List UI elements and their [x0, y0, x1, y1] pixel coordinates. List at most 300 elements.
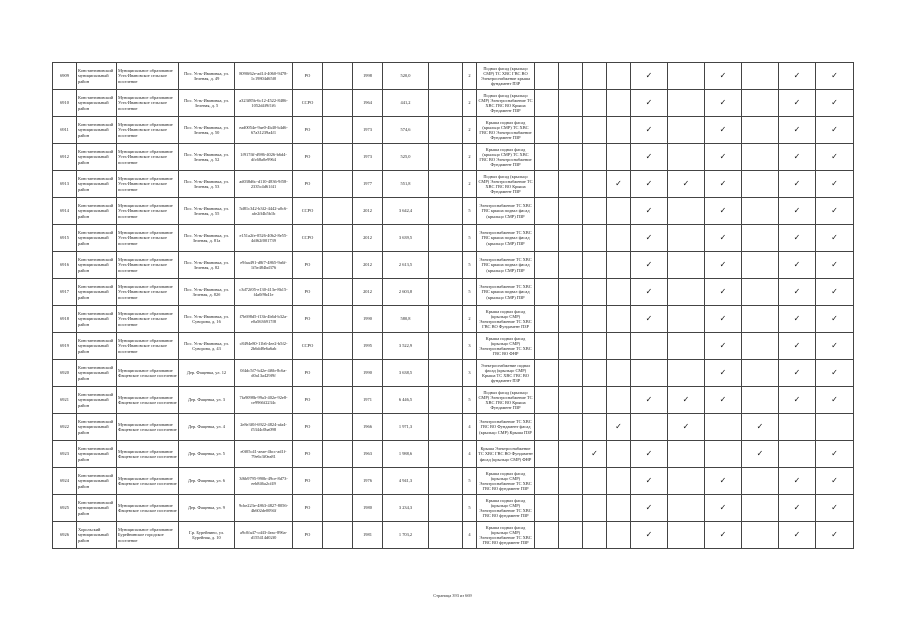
- check-mark-cell: [816, 279, 854, 306]
- check-icon: ✓: [645, 476, 653, 485]
- check-icon: ✓: [831, 98, 838, 107]
- empty-cell: [668, 63, 705, 90]
- fias-code: c3d72f05-e130-413e-8b15-f4a0f9b41e: [235, 279, 293, 306]
- municipality-name: Муниципальное образование Усть-Ивановское сельское поселение: [117, 252, 179, 279]
- empty-cell: [559, 414, 583, 441]
- check-icon: ✓: [831, 206, 838, 215]
- empty-cell: [742, 387, 779, 414]
- check-mark-cell: [705, 522, 742, 549]
- district-name: Константиновский муниципальный район: [77, 441, 117, 468]
- management-type: РО: [293, 468, 323, 495]
- empty-cell: [668, 252, 705, 279]
- check-icon: ✓: [719, 503, 727, 512]
- district-name: Константиновский муниципальный район: [77, 90, 117, 117]
- empty-cell: [323, 333, 353, 360]
- check-icon: ✓: [831, 260, 838, 269]
- check-icon: ✓: [645, 449, 653, 458]
- year-built: 1971: [353, 387, 383, 414]
- management-type: РО: [293, 171, 323, 198]
- total-area: 3 522,9: [383, 333, 429, 360]
- total-area: 1 971,3: [383, 414, 429, 441]
- district-name: Константиновский муниципальный район: [77, 414, 117, 441]
- table-row: [53, 441, 854, 468]
- year-built: 2012: [353, 279, 383, 306]
- check-mark-cell: [668, 414, 705, 441]
- empty-cell: [559, 117, 583, 144]
- total-area: 6 446,5: [383, 387, 429, 414]
- check-mark-cell: [779, 306, 816, 333]
- municipality-name: Муниципальное образование Фащевское сельское поселение: [117, 495, 179, 522]
- work-types: Подвал фасад (крыльцо СМР) Электроснабжение ТС ХВС ГВС ВО Крыша Фундамент ПЗР: [477, 387, 535, 414]
- building-address: Пос. Усть-Ивановка, ул. Зеленая, д. 50: [179, 117, 235, 144]
- empty-cell: [607, 360, 631, 387]
- year-built: 1973: [353, 144, 383, 171]
- check-mark-cell: [631, 252, 668, 279]
- check-mark-cell: [583, 441, 607, 468]
- management-type: РО: [293, 117, 323, 144]
- empty-cell: [323, 387, 353, 414]
- check-icon: ✓: [719, 368, 727, 377]
- table-row: [53, 225, 854, 252]
- check-icon: ✓: [719, 179, 727, 188]
- empty-cell: [607, 495, 631, 522]
- check-mark-cell: [631, 63, 668, 90]
- empty-cell: [323, 468, 353, 495]
- check-mark-cell: [816, 306, 854, 333]
- work-types: Электроснабжение подвал фасад (крыльцо СМР) Крыша ТС ХВС ГВС ВО фундамент ПЗР: [477, 360, 535, 387]
- check-mark-cell: [816, 333, 854, 360]
- empty-cell: [429, 306, 463, 333]
- check-icon: ✓: [719, 152, 727, 161]
- check-mark-cell: [631, 441, 668, 468]
- empty-cell: [668, 306, 705, 333]
- check-mark-cell: [816, 198, 854, 225]
- management-type: РО: [293, 360, 323, 387]
- empty-cell: [429, 171, 463, 198]
- check-icon: ✓: [831, 395, 838, 404]
- check-mark-cell: [816, 468, 854, 495]
- empty-cell: [705, 441, 742, 468]
- check-mark-cell: [779, 144, 816, 171]
- empty-cell: [583, 360, 607, 387]
- check-mark-cell: [705, 117, 742, 144]
- municipality-name: Муниципальное образование Усть-Ивановское сельское поселение: [117, 306, 179, 333]
- building-address: Дер. Фащевка, ул. 4: [179, 414, 235, 441]
- fias-code: 5d81c342-b3f2-4442-a0c6-afe2ff4b5b1b: [235, 198, 293, 225]
- floor-count: 2: [463, 90, 477, 117]
- empty-cell: [535, 171, 559, 198]
- check-mark-cell: [705, 468, 742, 495]
- table-row: [53, 63, 854, 90]
- empty-cell: [705, 414, 742, 441]
- management-type: РО: [293, 306, 323, 333]
- year-built: 1966: [353, 414, 383, 441]
- municipality-name: Муниципальное образование Усть-Ивановское сельское поселение: [117, 198, 179, 225]
- fias-code: 1f917fff-d986-4026-b6d4-dfc68a0e9964: [235, 144, 293, 171]
- table-row: [53, 279, 854, 306]
- fias-code: 9cbe223e-4863-4827-8056-4b602de0094f: [235, 495, 293, 522]
- check-icon: ✓: [645, 206, 653, 215]
- empty-cell: [535, 495, 559, 522]
- empty-cell: [429, 468, 463, 495]
- empty-cell: [559, 306, 583, 333]
- empty-cell: [607, 333, 631, 360]
- empty-cell: [429, 333, 463, 360]
- empty-cell: [607, 252, 631, 279]
- empty-cell: [583, 117, 607, 144]
- empty-cell: [607, 306, 631, 333]
- building-address: Пос. Усть-Ивановка, ул. Зеленая, д. 53: [179, 171, 235, 198]
- table-row: [53, 252, 854, 279]
- check-icon: ✓: [719, 395, 727, 404]
- empty-cell: [668, 441, 705, 468]
- check-icon: ✓: [831, 476, 838, 485]
- row-number: 6916: [53, 252, 77, 279]
- check-icon: ✓: [831, 179, 838, 188]
- work-types: Электроснабжение ТС ХВС ГВС крыша подвал фасад (крыльцо СМР) ПЗР: [477, 198, 535, 225]
- year-built: 2012: [353, 198, 383, 225]
- empty-cell: [429, 252, 463, 279]
- check-mark-cell: [705, 279, 742, 306]
- check-icon: ✓: [793, 179, 801, 188]
- empty-cell: [323, 441, 353, 468]
- check-icon: ✓: [793, 530, 801, 539]
- check-mark-cell: [668, 387, 705, 414]
- check-icon: ✓: [793, 476, 801, 485]
- municipality-name: Муниципальное образование Бурейнинское городское поселение: [117, 522, 179, 549]
- building-address: Пос. Усть-Ивановка, ул. Суворова, д. 16: [179, 306, 235, 333]
- empty-cell: [323, 522, 353, 549]
- building-address: Пос. Усть-Ивановка, ул. Зеленая, д. 82: [179, 252, 235, 279]
- check-mark-cell: [779, 468, 816, 495]
- work-types: Крыша Электроснабжение ТС ХВС ГВС ВО Фундамент фасад (крыльцо СМР) ФНР: [477, 441, 535, 468]
- district-name: Константиновский муниципальный район: [77, 144, 117, 171]
- check-mark-cell: [742, 441, 779, 468]
- work-types: Электроснабжение ТС ХВС ГВС крыша подвал фасад (крыльцо СМР) ПЗР: [477, 279, 535, 306]
- check-mark-cell: [779, 225, 816, 252]
- empty-cell: [583, 279, 607, 306]
- municipality-name: Муниципальное образование Усть-Ивановское сельское поселение: [117, 90, 179, 117]
- district-name: Константиновский муниципальный район: [77, 63, 117, 90]
- check-mark-cell: [779, 252, 816, 279]
- check-mark-cell: [705, 63, 742, 90]
- check-mark-cell: [705, 225, 742, 252]
- check-icon: ✓: [719, 314, 727, 323]
- fias-code: 0f4dc5f7-b42e-4f6b-8c6a-d0a13a429f9f: [235, 360, 293, 387]
- management-type: РО: [293, 522, 323, 549]
- empty-cell: [607, 198, 631, 225]
- empty-cell: [668, 117, 705, 144]
- empty-cell: [429, 117, 463, 144]
- check-icon: ✓: [831, 530, 838, 539]
- empty-cell: [742, 171, 779, 198]
- row-number: 6909: [53, 63, 77, 90]
- empty-cell: [535, 387, 559, 414]
- management-type: РО: [293, 495, 323, 522]
- floor-count: 4: [463, 414, 477, 441]
- check-mark-cell: [816, 522, 854, 549]
- empty-cell: [559, 279, 583, 306]
- municipality-name: Муниципальное образование Фащевское сельское поселение: [117, 441, 179, 468]
- check-icon: ✓: [719, 233, 727, 242]
- check-mark-cell: [779, 198, 816, 225]
- check-icon: ✓: [831, 341, 838, 350]
- check-icon: ✓: [645, 260, 653, 269]
- building-address: Дер. Фащевка, ул. 12: [179, 360, 235, 387]
- district-name: Константиновский муниципальный район: [77, 360, 117, 387]
- table-row: [53, 144, 854, 171]
- empty-cell: [323, 198, 353, 225]
- management-type: РО: [293, 279, 323, 306]
- fias-code: 8090f62e-ad14-4060-9478-1c19804d65f0: [235, 63, 293, 90]
- check-icon: ✓: [719, 341, 727, 350]
- check-icon: ✓: [719, 287, 727, 296]
- row-number: 6921: [53, 387, 77, 414]
- check-mark-cell: [631, 306, 668, 333]
- empty-cell: [668, 279, 705, 306]
- row-number: 6918: [53, 306, 77, 333]
- municipality-name: Муниципальное образование Фащевское сельское поселение: [117, 360, 179, 387]
- check-icon: ✓: [645, 71, 653, 80]
- total-area: 574,6: [383, 117, 429, 144]
- total-area: 4 941,3: [383, 468, 429, 495]
- floor-count: 3: [463, 360, 477, 387]
- management-type: ССРО: [293, 90, 323, 117]
- empty-cell: [559, 495, 583, 522]
- check-mark-cell: [816, 63, 854, 90]
- empty-cell: [323, 252, 353, 279]
- table-row: [53, 414, 854, 441]
- empty-cell: [631, 414, 668, 441]
- check-mark-cell: [816, 387, 854, 414]
- check-mark-cell: [816, 144, 854, 171]
- register-table: [52, 62, 854, 549]
- check-icon: ✓: [591, 449, 598, 458]
- empty-cell: [323, 225, 353, 252]
- check-icon: ✓: [793, 125, 801, 134]
- municipality-name: Муниципальное образование Фащевское сельское поселение: [117, 387, 179, 414]
- empty-cell: [429, 198, 463, 225]
- municipality-name: Муниципальное образование Усть-Ивановское сельское поселение: [117, 63, 179, 90]
- empty-cell: [323, 171, 353, 198]
- empty-cell: [816, 414, 854, 441]
- empty-cell: [559, 468, 583, 495]
- total-area: 3 638,5: [383, 360, 429, 387]
- check-icon: ✓: [793, 233, 801, 242]
- management-type: РО: [293, 63, 323, 90]
- empty-cell: [535, 360, 559, 387]
- empty-cell: [583, 198, 607, 225]
- year-built: 1963: [353, 441, 383, 468]
- check-icon: ✓: [645, 98, 653, 107]
- check-icon: ✓: [682, 395, 690, 404]
- check-icon: ✓: [615, 179, 622, 188]
- empty-cell: [559, 171, 583, 198]
- row-number: 6925: [53, 495, 77, 522]
- empty-cell: [607, 441, 631, 468]
- empty-cell: [583, 333, 607, 360]
- empty-cell: [742, 117, 779, 144]
- fias-code: e9faa491-d8f7-4865-9a6f-1f5e484bd376: [235, 252, 293, 279]
- check-mark-cell: [816, 171, 854, 198]
- empty-cell: [742, 63, 779, 90]
- empty-cell: [583, 522, 607, 549]
- year-built: 1977: [353, 171, 383, 198]
- fias-code: a9c0fa47-cd43-4eac-896a-d155414d02f0: [235, 522, 293, 549]
- table-row: [53, 468, 854, 495]
- work-types: Крыша подвал фасад (крыльцо СМР) Электроснабжение ТС ХВС ГВС ВО ФНР: [477, 333, 535, 360]
- building-address: Пос. Усть-Ивановка, ул. Зеленая, д. 5: [179, 90, 235, 117]
- check-icon: ✓: [682, 422, 690, 431]
- empty-cell: [742, 495, 779, 522]
- check-mark-cell: [705, 387, 742, 414]
- work-types: Подвал фасад (крыльцо СМР) Электроснабжение ТС ХВС ГВС ВО Крыша Фундамент ПЗР: [477, 171, 535, 198]
- year-built: 1980: [353, 495, 383, 522]
- row-number: 6917: [53, 279, 77, 306]
- empty-cell: [742, 90, 779, 117]
- year-built: 1964: [353, 90, 383, 117]
- empty-cell: [559, 252, 583, 279]
- empty-cell: [559, 63, 583, 90]
- check-icon: ✓: [719, 530, 727, 539]
- check-mark-cell: [705, 360, 742, 387]
- check-mark-cell: [631, 198, 668, 225]
- district-name: Константиновский муниципальный район: [77, 279, 117, 306]
- building-address: Дер. Фащевка, ул. 5: [179, 441, 235, 468]
- check-icon: ✓: [645, 503, 653, 512]
- floor-count: 2: [463, 117, 477, 144]
- empty-cell: [535, 414, 559, 441]
- empty-cell: [323, 414, 353, 441]
- empty-cell: [323, 495, 353, 522]
- check-icon: ✓: [831, 287, 838, 296]
- empty-cell: [668, 468, 705, 495]
- floor-count: 2: [463, 144, 477, 171]
- empty-cell: [559, 225, 583, 252]
- table-row: [53, 198, 854, 225]
- empty-cell: [559, 90, 583, 117]
- work-types: Крыша подвал фасад (крыльцо СМР) ТС ХВС ГВС ВО Электроснабжение Фундамент ПЗР: [477, 144, 535, 171]
- empty-cell: [607, 468, 631, 495]
- table-row: [53, 360, 854, 387]
- table-row: [53, 171, 854, 198]
- table-row: [53, 387, 854, 414]
- district-name: Константиновский муниципальный район: [77, 198, 117, 225]
- management-type: ССРО: [293, 333, 323, 360]
- check-mark-cell: [631, 225, 668, 252]
- check-mark-cell: [816, 441, 854, 468]
- check-icon: ✓: [615, 422, 622, 431]
- empty-cell: [583, 306, 607, 333]
- check-icon: ✓: [719, 476, 727, 485]
- check-mark-cell: [779, 90, 816, 117]
- check-icon: ✓: [756, 449, 764, 458]
- floor-count: 2: [463, 171, 477, 198]
- empty-cell: [559, 441, 583, 468]
- check-mark-cell: [668, 171, 705, 198]
- district-name: Константиновский муниципальный район: [77, 252, 117, 279]
- year-built: 1973: [353, 117, 383, 144]
- empty-cell: [742, 306, 779, 333]
- empty-cell: [583, 171, 607, 198]
- check-mark-cell: [779, 333, 816, 360]
- check-mark-cell: [631, 387, 668, 414]
- year-built: 2012: [353, 252, 383, 279]
- table-row: [53, 117, 854, 144]
- check-icon: ✓: [645, 287, 653, 296]
- row-number: 6924: [53, 468, 77, 495]
- empty-cell: [535, 468, 559, 495]
- check-icon: ✓: [756, 422, 764, 431]
- floor-count: 4: [463, 441, 477, 468]
- row-number: 6914: [53, 198, 77, 225]
- check-mark-cell: [779, 117, 816, 144]
- floor-count: 2: [463, 306, 477, 333]
- district-name: Константиновский муниципальный район: [77, 171, 117, 198]
- total-area: 2 613,5: [383, 252, 429, 279]
- empty-cell: [668, 333, 705, 360]
- check-icon: ✓: [831, 368, 838, 377]
- year-built: 2012: [353, 225, 383, 252]
- floor-count: 5: [463, 252, 477, 279]
- total-area: 2 603,8: [383, 279, 429, 306]
- check-mark-cell: [631, 171, 668, 198]
- empty-cell: [668, 495, 705, 522]
- check-icon: ✓: [793, 368, 801, 377]
- empty-cell: [535, 333, 559, 360]
- check-icon: ✓: [719, 125, 727, 134]
- row-number: 6910: [53, 90, 77, 117]
- check-icon: ✓: [831, 152, 838, 161]
- empty-cell: [607, 225, 631, 252]
- year-built: 1981: [353, 522, 383, 549]
- building-address: Пос. Усть-Ивановка, ул. Зеленая, д. 81а: [179, 225, 235, 252]
- empty-cell: [779, 441, 816, 468]
- floor-count: 4: [463, 522, 477, 549]
- work-types: Электроснабжение ТС ХВС ГВС крыша подвал фасад (крыльцо СМР) ПЗР: [477, 252, 535, 279]
- empty-cell: [631, 360, 668, 387]
- empty-cell: [429, 360, 463, 387]
- empty-cell: [668, 360, 705, 387]
- year-built: 1995: [353, 333, 383, 360]
- check-mark-cell: [631, 90, 668, 117]
- floor-count: 5: [463, 495, 477, 522]
- check-icon: ✓: [793, 71, 801, 80]
- year-built: 1990: [353, 360, 383, 387]
- building-address: Пос. Усть-Ивановка, ул. Суворова, д. 43: [179, 333, 235, 360]
- empty-cell: [742, 252, 779, 279]
- year-built: 1976: [353, 468, 383, 495]
- check-icon: ✓: [682, 179, 690, 188]
- check-icon: ✓: [645, 233, 653, 242]
- empty-cell: [742, 468, 779, 495]
- check-icon: ✓: [793, 260, 801, 269]
- management-type: РО: [293, 252, 323, 279]
- management-type: РО: [293, 144, 323, 171]
- row-number: 6922: [53, 414, 77, 441]
- check-mark-cell: [779, 63, 816, 90]
- empty-cell: [429, 414, 463, 441]
- check-mark-cell: [631, 144, 668, 171]
- empty-cell: [323, 306, 353, 333]
- empty-cell: [607, 90, 631, 117]
- empty-cell: [631, 333, 668, 360]
- municipality-name: Муниципальное образование Усть-Ивановское сельское поселение: [117, 333, 179, 360]
- check-icon: ✓: [793, 503, 801, 512]
- floor-count: 5: [463, 279, 477, 306]
- district-name: Константиновский муниципальный район: [77, 387, 117, 414]
- check-icon: ✓: [719, 206, 727, 215]
